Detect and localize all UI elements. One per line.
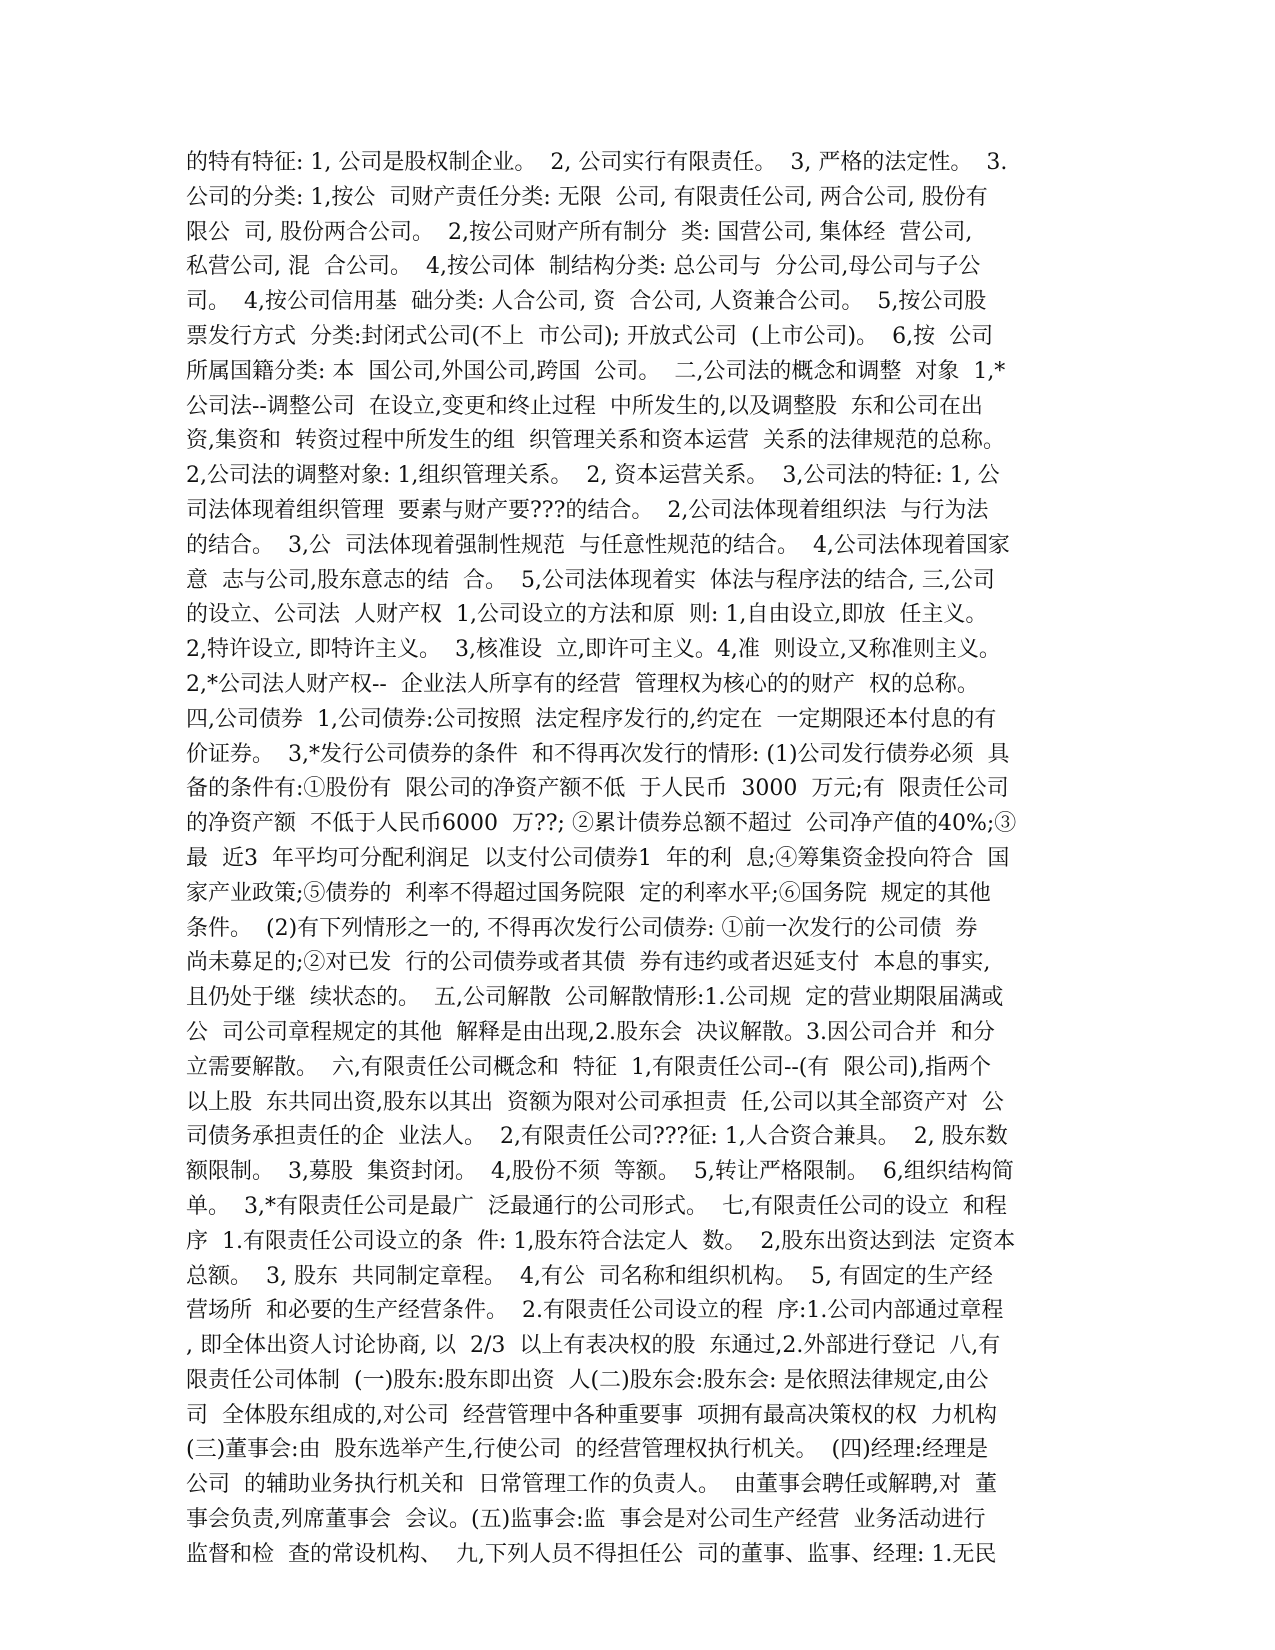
text-line: 立需要解散。 六,有限责任公司概念和 特征 1,有限责任公司--(有 限公司),指两个 [186,1054,991,1080]
text-line: 尚未募足的;②对已发 行的公司债券或者其债 券有违约或者迟延支付 本息的事实, [186,950,991,976]
text-line: 家产业政策;⑤债券的 利率不得超过国务院限 定的利率水平;⑥国务院 规定的其他 [186,880,991,906]
text-line: 票发行方式 分类:封闭式公司(不上 市公司); 开放式公司 (上市公司)。 6,按 公司 [186,323,994,349]
text-line: 的结合。 3,公 司法体现着强制性规范 与任意性规范的结合。 4,公司法体现着国家 [186,532,1010,558]
text-line: 条件。 (2)有下列情形之一的, 不得再次发行公司债券: ①前一次发行的公司债 券 [186,915,978,941]
text-line: 价证券。 3,*发行公司债券的条件 和不得再次发行的情形: (1)公司发行债券必须 具 [186,741,1010,767]
text-line: 以上股 东共同出资,股东以其出 资额为限对公司承担责 任,公司以其全部资产对 公 [186,1089,1004,1115]
text-line: 限公 司, 股份两合公司。 2,按公司财产所有制分 类: 国营公司, 集体经 营公司, [186,219,973,245]
text-line: 备的条件有:①股份有 限公司的净资产额不低 于人民币 3000 万元;有 限责任公司 [186,776,1009,802]
text-line: 私营公司, 混 合公司。 4,按公司体 制结构分类: 总公司与 分公司,母公司与子公 [186,254,981,280]
document-body-text [186,146,1086,1573]
text-line: 公司 的辅助业务执行机关和 日常管理工作的负责人。 由董事会聘任或解聘,对 董 [186,1472,997,1498]
text-line: 司债务承担责任的企 业法人。 2,有限责任公司???征: 1,人合资合兼具。 2, 股东数 [186,1124,1008,1150]
text-line: 额限制。 3,募股 集资封闭。 4,股份不须 等额。 5,转让严格限制。 6,组织结构简 [186,1159,1014,1185]
text-line: 意 志与公司,股东意志的结 合。 5,公司法体现着实 体法与程序法的结合, 三,公司 [186,567,995,593]
text-line: 司 全体股东组成的,对公司 经营管理中各种重要事 项拥有最高决策权的权 力机构 [186,1402,997,1428]
text-line: , 即全体出资人讨论协商, 以 2/3 以上有表决权的股 东通过,2.外部进行登记 八,有 [186,1333,1001,1359]
text-line: 资,集资和 转资过程中所发生的组 织管理关系和资本运营 关系的法律规范的总称。 [186,428,1005,454]
text-line: 司法体现着组织管理 要素与财产要???的结合。 2,公司法体现着组织法 与行为法 [186,497,989,523]
text-line: 的特有特征: 1, 公司是股权制企业。 2, 公司实行有限责任。 3, 严格的法定性。 3. [186,150,1008,175]
text-line: 2,特许设立, 即特许主义。 3,核准设 立,即许可主义。4,准 则设立,又称准则主义。 [186,637,1001,663]
text-line: 四,公司债券 1,公司债券:公司按照 法定程序发行的,约定在 一定期限还本付息的有 [186,706,997,732]
text-line: 公 司公司章程规定的其他 解释是由出现,2.股东会 决议解散。3.因公司合并 和分 [186,1019,995,1045]
text-line: 所属国籍分类: 本 国公司,外国公司,跨国 公司。 二,公司法的概念和调整 对象 1,* [186,358,1006,384]
text-line: 2,公司法的调整对象: 1,组织管理关系。 2, 资本运营关系。 3,公司法的特征: 1, 公 [186,463,1000,489]
text-line: 营场所 和必要的生产经营条件。 2.有限责任公司设立的程 序:1.公司内部通过章程 [186,1298,1004,1324]
text-line: 2,*公司法人财产权-- 企业法人所享有的经营 管理权为核心的的财产 权的总称。 [186,671,979,697]
text-line: 且仍处于继 续状态的。 五,公司解散 公司解散情形:1.公司规 定的营业期限届满或 [186,985,1004,1011]
text-line: 总额。 3, 股东 共同制定章程。 4,有公 司名称和组织机构。 5, 有固定的生产经 [186,1263,993,1289]
text-line: 序 1.有限责任公司设立的条 件: 1,股东符合法定人 数。 2,股东出资达到法 定资本 [186,1228,1016,1254]
text-line: 事会负责,列席董事会 会议。(五)监事会:监 事会是对公司生产经营 业务活动进行 [186,1507,986,1533]
text-line: 单。 3,*有限责任公司是最广 泛最通行的公司形式。 七,有限责任公司的设立 和程 [186,1193,1007,1219]
text-line: 司。 4,按公司信用基 础分类: 人合公司, 资 合公司, 人资兼合公司。 5,按公司股 [186,289,987,315]
text-line: 公司的分类: 1,按公 司财产责任分类: 无限 公司, 有限责任公司, 两合公司, 股份有 [186,184,988,210]
text-line: 的净资产额 不低于人民币6000 万??; ②累计债券总额不超过 公司净产值的40%;③ [186,811,1017,837]
text-line: (三)董事会:由 股东选举产生,行使公司 的经营管理权执行机关。 (四)经理:经理是 [186,1437,989,1463]
text-line: 监督和检 查的常设机构、 九,下列人员不得担任公 司的董事、监事、经理: 1.无民 [186,1541,997,1567]
text-line: 公司法--调整公司 在设立,变更和终止过程 中所发生的,以及调整股 东和公司在出 [186,393,983,419]
text-line: 限责任公司体制 (一)股东:股东即出资 人(二)股东会:股东会: 是依照法律规定,由公 [186,1367,989,1393]
text-line: 最 近3 年平均可分配利润足 以支付公司债券1 年的利 息;④筹集资金投向符合 国 [186,845,1010,871]
text-line: 的设立、公司法 人财产权 1,公司设立的方法和原 则: 1,自由设立,即放 任主义。 [186,602,988,628]
